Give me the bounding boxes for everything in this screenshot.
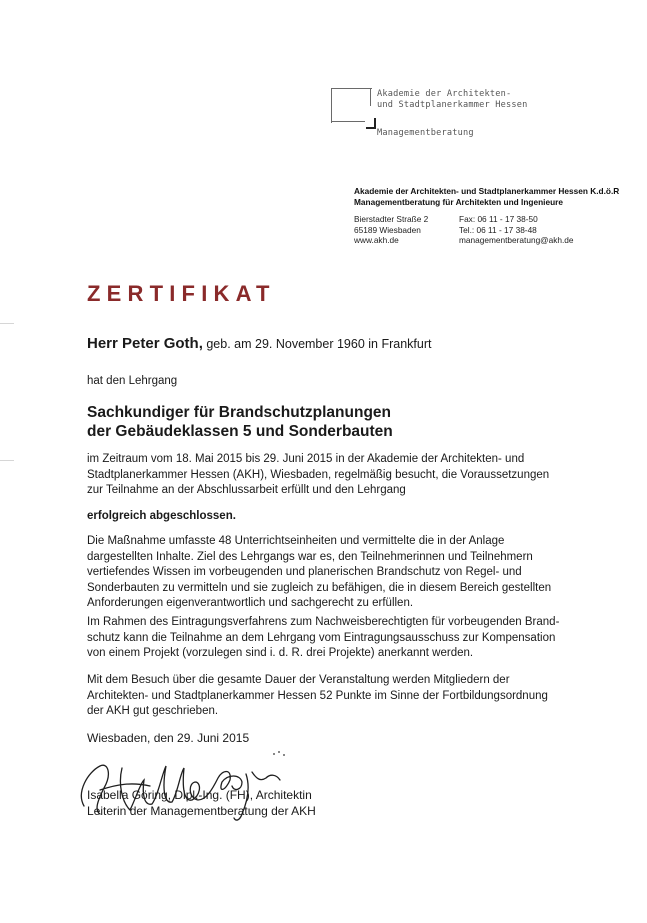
fax: Fax: 06 11 - 17 38-50 [459,214,538,224]
text-line: Mit dem Besuch über die gesamte Dauer der Veranstaltung werden Mitgliedern der [87,674,510,686]
paragraph-period [87,452,592,499]
text-line: Im Rahmen des Eintragungsverfahrens zum Nachweisberechtigten für vorbeugenden Brand- [87,616,560,628]
recipient-birth: geb. am 29. November 1960 in Frankfurt [202,337,432,351]
text-line: Die Maßnahme umfasste 48 Unterrichtseinheiten und vermittelte die in der Anlage [87,535,505,547]
text-line: der AKH gut geschrieben. [87,705,219,718]
recipient-line [87,335,431,352]
margin-tick [0,323,14,324]
place-date: Wiesbaden, den 29. Juni 2015 [87,731,250,745]
text-line: Architekten- und Stadtplanerkammer Hessen 52 Punkte im Sinne der Fortbildungsordnung [87,689,548,702]
logo-frame-bottom [331,121,365,122]
phone: Tel.: 06 11 - 17 38-48 [459,225,537,235]
logo-line-3: Managementberatung [377,128,474,138]
text-line: von einem Projekt (vorzulegen sind i. d. R. drei Projekte) anerkannt werden. [87,647,474,660]
intro-text: hat den Lehrgang [87,375,178,387]
course-title-line-2: der Gebäudeklassen 5 und Sonderbauten [87,423,393,440]
text-line: im Zeitraum vom 18. Mai 2015 bis 29. Juni 2015 in der Akademie der Architekten- und [87,453,525,465]
text-line: Sonderbauten zu vermitteln und sie zugleich zu befähigen, die in diesem Bereich gestellten [87,581,552,594]
recipient-name: Herr Peter Goth, [87,335,203,352]
logo-line-2: und Stadtplanerkammer Hessen [377,100,528,110]
course-title [87,403,393,441]
address-city: 65189 Wiesbaden [354,225,421,235]
text-line: Stadtplanerkammer Hessen (AKH), Wiesbaden, regelmäßig besucht, die Voraussetzungen [87,468,550,481]
address-street: Bierstadter Straße 2 [354,214,429,224]
paragraph-registration [87,615,592,662]
text-line: Anforderungen eigenverantwortlich und sachgerecht zu erfüllen. [87,597,414,610]
completion-statement: erfolgreich abgeschlossen. [87,510,236,522]
org-subtitle: Managementberatung für Architekten und Ingenieure [354,197,563,207]
certificate-title: ZERTIFIKAT [87,281,276,306]
text-line: vertiefendes Wissen im vorbeugenden und planerischen Brandschutz von Regel- und [87,566,522,579]
paragraph-points [87,673,592,720]
org-name: Akademie der Architekten- und Stadtplanerkammer Hessen K.d.ö.R [354,186,620,196]
logo-hook [366,118,376,129]
text-line: schutz kann die Teilnahme an dem Lehrgang vom Eintragungsausschuss zur Kompensation [87,631,556,644]
course-title-line-1: Sachkundiger für Brandschutzplanungen [87,404,391,421]
website: www.akh.de [354,235,399,245]
paragraph-content [87,534,592,612]
email: managementberatung@akh.de [459,235,574,245]
signer-name: Isabella Göring, Dipl.-Ing. (FH), Architektin [87,788,312,802]
margin-tick [0,460,14,461]
logo-frame-right [370,88,371,106]
logo-line-1: Akademie der Architekten- [377,89,512,99]
text-line: dargestellten Inhalte. Ziel des Lehrgangs war es, den Teilnehmerinnen und Teilnehmern [87,550,533,563]
signer-role: Leiterin der Managementberatung der AKH [87,804,316,818]
text-line: zur Teilnahme an der Abschlussarbeit erfüllt und den Lehrgang [87,484,406,497]
